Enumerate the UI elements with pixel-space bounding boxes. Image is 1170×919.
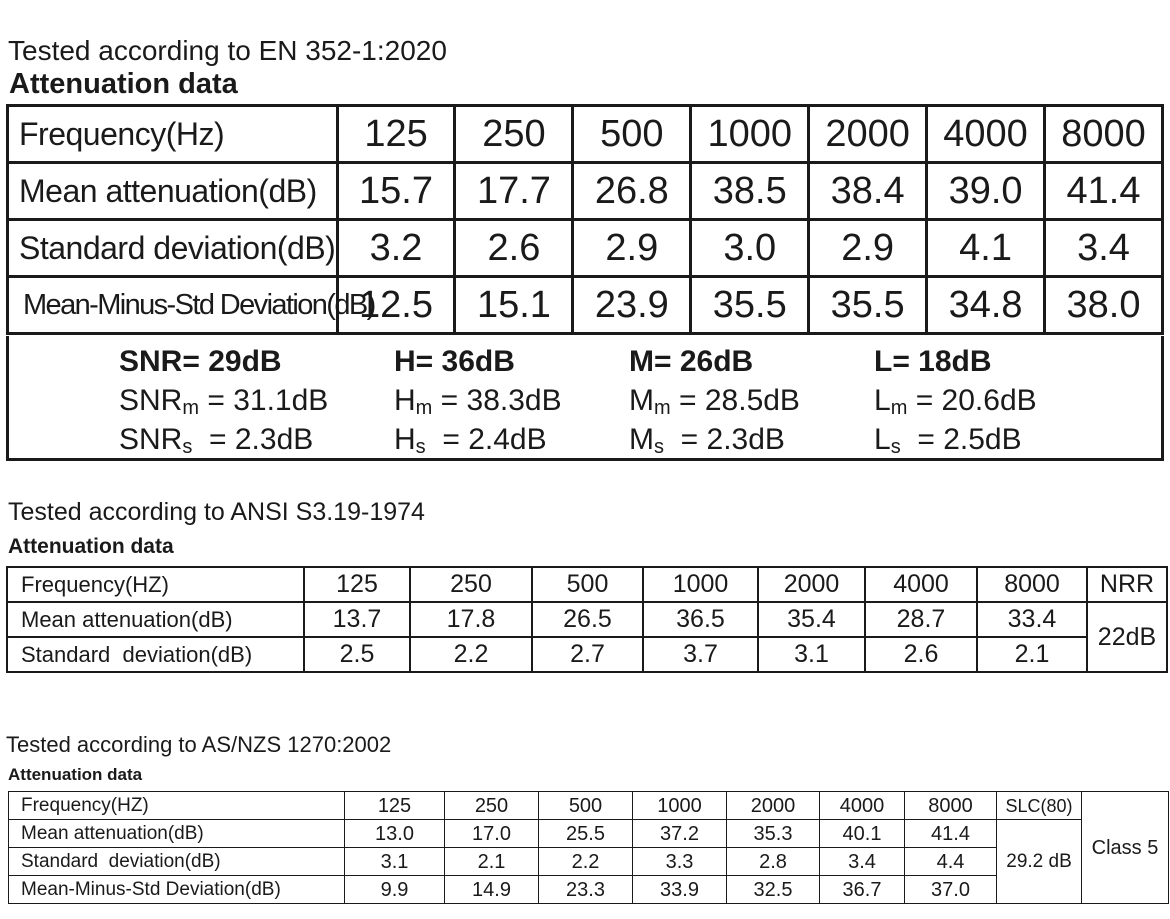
table-cell: 4000 xyxy=(927,106,1045,163)
l-s-value: $L_s = 2.5dB$ xyxy=(874,423,1022,458)
table-cell: 26.8 xyxy=(573,163,691,220)
table-cell: 8000 xyxy=(977,567,1087,602)
row-label: Frequency(HZ) xyxy=(9,792,345,820)
table-row xyxy=(8,163,1163,220)
table-cell: 125 xyxy=(337,106,455,163)
nrr-label: NRR xyxy=(1087,567,1167,602)
table-cell: 2.9 xyxy=(809,220,927,277)
table-cell: 1000 xyxy=(633,792,727,820)
summary-snr xyxy=(119,342,328,459)
row-label: Mean attenuation(dB) xyxy=(9,820,345,848)
ansi-attenuation-table xyxy=(6,566,1168,673)
en-summary-box xyxy=(6,336,1164,461)
table-cell: 2.5 xyxy=(304,637,410,672)
table-cell: 40.1 xyxy=(820,820,905,848)
snr-m-value: $SNR_m = 31.1dB$ xyxy=(119,384,329,419)
l-m-value: $L_m = 20.6dB$ xyxy=(874,384,1037,419)
table-cell: 250 xyxy=(410,567,532,602)
table-cell: 38.0 xyxy=(1045,277,1163,334)
table-cell: 2000 xyxy=(727,792,820,820)
table-cell: 25.5 xyxy=(539,820,633,848)
table-cell: 23.9 xyxy=(573,277,691,334)
h-m-value: $H_m = 38.3dB$ xyxy=(394,384,562,419)
row-label: Mean attenuation(dB) xyxy=(7,602,304,637)
table-cell: 36.7 xyxy=(820,876,905,904)
table-cell: 8000 xyxy=(905,792,997,820)
nrr-value: 22dB xyxy=(1087,602,1167,672)
table-cell: 125 xyxy=(345,792,445,820)
table-cell: 3.7 xyxy=(643,637,758,672)
asnzs-attenuation-table xyxy=(8,791,1169,904)
table-cell: 3.1 xyxy=(345,848,445,876)
table-cell: 2.6 xyxy=(455,220,573,277)
table-cell: 14.9 xyxy=(445,876,539,904)
table-cell: 35.5 xyxy=(691,277,809,334)
table-row xyxy=(8,277,1163,334)
summary-m xyxy=(629,342,800,459)
table-cell: 15.1 xyxy=(455,277,573,334)
table-cell: 35.4 xyxy=(758,602,865,637)
table-cell: 125 xyxy=(304,567,410,602)
table-cell: 26.5 xyxy=(532,602,643,637)
table-cell: 17.7 xyxy=(455,163,573,220)
m-m-value: $M_m = 28.5dB$ xyxy=(629,384,800,419)
table-cell: 250 xyxy=(445,792,539,820)
table-row xyxy=(7,602,1167,637)
en-subtitle: Tested according to EN 352-1:2020 xyxy=(8,35,447,66)
table-cell: 2.2 xyxy=(539,848,633,876)
ansi-subtitle: Tested according to ANSI S3.19-1974 xyxy=(8,498,425,526)
table-row xyxy=(9,848,1169,876)
summary-h xyxy=(394,342,562,459)
table-row xyxy=(8,220,1163,277)
table-cell: 4000 xyxy=(820,792,905,820)
table-row xyxy=(9,820,1169,848)
table-cell: 4000 xyxy=(865,567,977,602)
table-cell: 13.0 xyxy=(345,820,445,848)
slc-value: 29.2 dB xyxy=(997,820,1082,904)
table-cell: 23.3 xyxy=(539,876,633,904)
table-cell: 2000 xyxy=(758,567,865,602)
row-label: Mean-Minus-Std Deviation(dB) xyxy=(8,277,338,334)
m-s-value: $M_s = 2.3dB$ xyxy=(629,423,785,458)
table-cell: 33.9 xyxy=(633,876,727,904)
table-cell: 2.7 xyxy=(532,637,643,672)
table-cell: 3.1 xyxy=(758,637,865,672)
snr-value: SNR= 29dB xyxy=(119,345,282,378)
en-title: Attenuation data xyxy=(9,68,238,100)
row-label: Frequency(HZ) xyxy=(7,567,304,602)
row-label: Frequency(Hz) xyxy=(8,106,338,163)
table-cell: 9.9 xyxy=(345,876,445,904)
m-value: M= 26dB xyxy=(629,345,754,378)
l-value: L= 18dB xyxy=(874,345,992,378)
table-cell: 34.8 xyxy=(927,277,1045,334)
table-cell: 2.6 xyxy=(865,637,977,672)
table-cell: 17.0 xyxy=(445,820,539,848)
ansi-title: Attenuation data xyxy=(8,535,174,558)
table-cell: 39.0 xyxy=(927,163,1045,220)
row-label: Standard deviation(dB) xyxy=(8,220,338,277)
table-cell: 2.8 xyxy=(727,848,820,876)
table-cell: 3.0 xyxy=(691,220,809,277)
table-row xyxy=(9,792,1169,820)
snr-s-value: $SNR_s = 2.3dB$ xyxy=(119,423,314,458)
asnzs-subtitle: Tested according to AS/NZS 1270:2002 xyxy=(6,732,392,757)
row-label: Mean attenuation(dB) xyxy=(8,163,338,220)
table-cell: 2.9 xyxy=(573,220,691,277)
table-cell: 17.8 xyxy=(410,602,532,637)
table-cell: 2000 xyxy=(809,106,927,163)
table-cell: 37.2 xyxy=(633,820,727,848)
summary-l xyxy=(874,342,1037,459)
table-cell: 36.5 xyxy=(643,602,758,637)
row-label: Standard deviation(dB) xyxy=(7,637,304,672)
table-cell: 12.5 xyxy=(337,277,455,334)
table-cell: 500 xyxy=(532,567,643,602)
table-cell: 250 xyxy=(455,106,573,163)
table-cell: 32.5 xyxy=(727,876,820,904)
slc-label: SLC(80) xyxy=(997,792,1082,820)
table-cell: 2.1 xyxy=(977,637,1087,672)
table-cell: 35.3 xyxy=(727,820,820,848)
table-cell: 500 xyxy=(539,792,633,820)
table-cell: 3.3 xyxy=(633,848,727,876)
table-cell: 4.1 xyxy=(927,220,1045,277)
table-cell: 41.4 xyxy=(1045,163,1163,220)
table-cell: 38.5 xyxy=(691,163,809,220)
row-label: Mean-Minus-Std Deviation(dB) xyxy=(9,876,345,904)
table-cell: 1000 xyxy=(643,567,758,602)
table-cell: 41.4 xyxy=(905,820,997,848)
table-cell: 3.4 xyxy=(820,848,905,876)
table-cell: 8000 xyxy=(1045,106,1163,163)
table-cell: 33.4 xyxy=(977,602,1087,637)
table-cell: 1000 xyxy=(691,106,809,163)
table-row xyxy=(7,637,1167,672)
table-cell: 13.7 xyxy=(304,602,410,637)
table-cell: 35.5 xyxy=(809,277,927,334)
table-cell: 37.0 xyxy=(905,876,997,904)
table-row xyxy=(9,876,1169,904)
table-cell: 28.7 xyxy=(865,602,977,637)
table-cell: 15.7 xyxy=(337,163,455,220)
table-cell: 500 xyxy=(573,106,691,163)
table-row xyxy=(7,567,1167,602)
table-cell: 2.2 xyxy=(410,637,532,672)
table-cell: 38.4 xyxy=(809,163,927,220)
en-attenuation-table xyxy=(6,104,1164,335)
asnzs-title: Attenuation data xyxy=(8,765,143,784)
table-cell: 3.2 xyxy=(337,220,455,277)
table-cell: 3.4 xyxy=(1045,220,1163,277)
table-cell: 2.1 xyxy=(445,848,539,876)
table-row xyxy=(8,106,1163,163)
class-value: Class 5 xyxy=(1082,792,1169,904)
h-s-value: $H_s = 2.4dB$ xyxy=(394,423,547,458)
table-cell: 4.4 xyxy=(905,848,997,876)
row-label: Standard deviation(dB) xyxy=(9,848,345,876)
h-value: H= 36dB xyxy=(394,345,515,378)
